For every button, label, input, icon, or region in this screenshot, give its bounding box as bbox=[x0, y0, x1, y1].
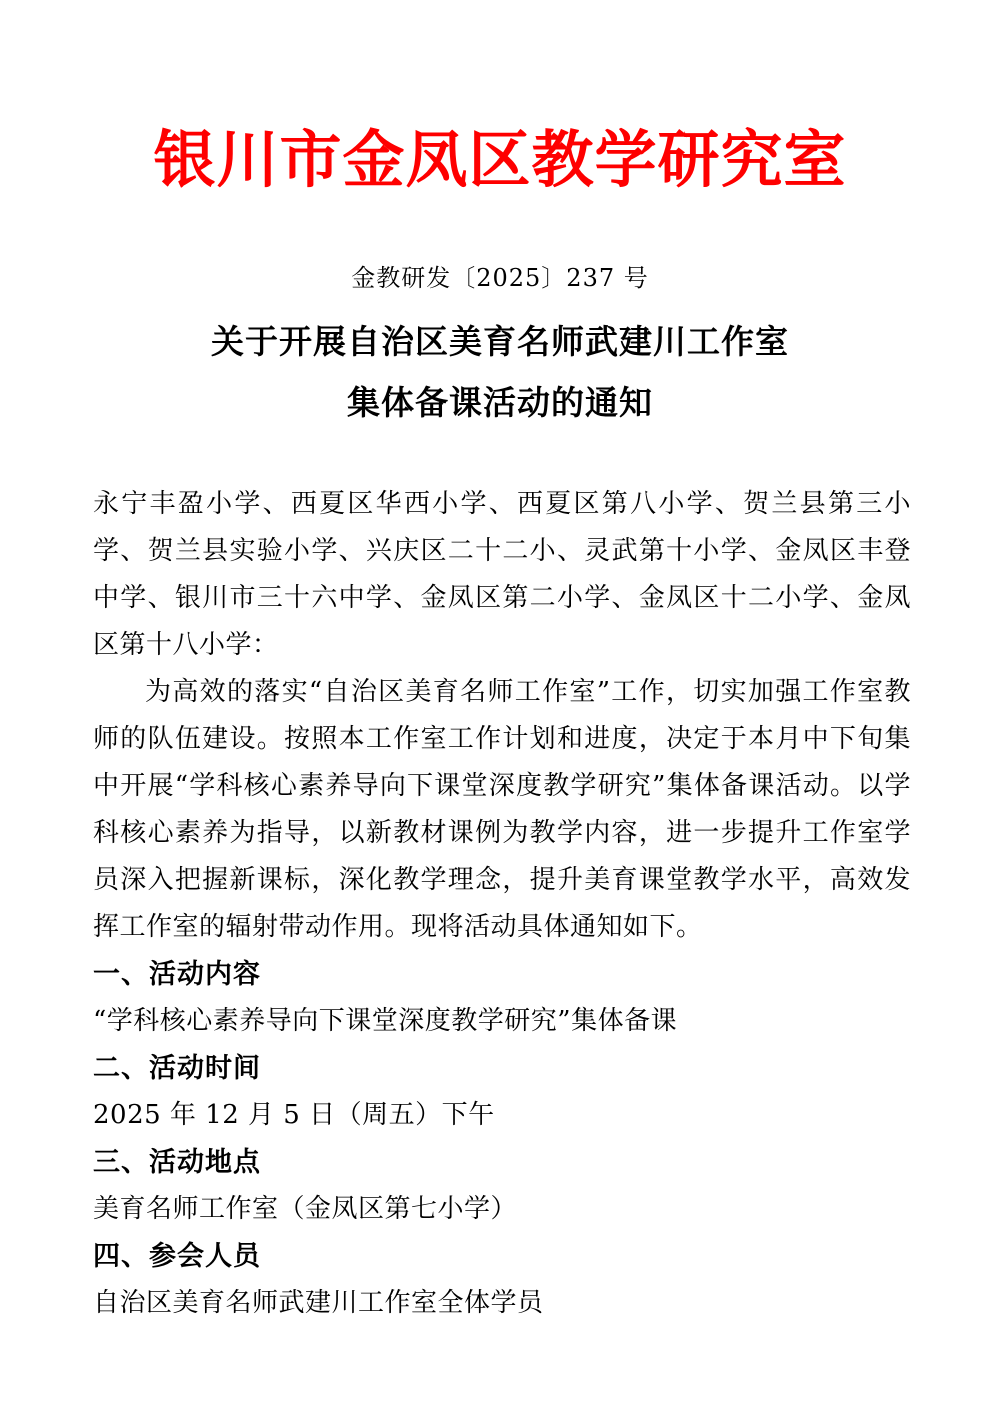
doc-number: 金教研发〔2025〕237 号 bbox=[351, 264, 649, 292]
section-3-heading: 三、活动地点 bbox=[93, 1147, 261, 1178]
section-4-heading: 四、参会人员 bbox=[93, 1241, 261, 1272]
org-title: 银川市金凤区教学研究室 bbox=[153, 123, 847, 196]
section-2-heading: 二、活动时间 bbox=[93, 1053, 261, 1084]
recipients-line: 永宁丰盈小学、西夏区华西小学、西夏区第八小学、贺兰县第三小学、贺兰县实验小学、兴庆区二十二小、灵武第十小学、金凤区丰登中学、银川市三十六中学、金凤区第二小学、金凤区十二小学、金凤区第十八小学： bbox=[93, 489, 911, 660]
section-1-heading: 一、活动内容 bbox=[93, 959, 261, 990]
document-body bbox=[93, 481, 911, 1327]
section-2-content: 2025 年 12 月 5 日（周五）下午 bbox=[93, 1100, 495, 1130]
section-3-content: 美育名师工作室（金凤区第七小学） bbox=[93, 1194, 518, 1224]
intro-paragraph: 为高效的落实“自治区美育名师工作室”工作，切实加强工作室教师的队伍建设。按照本工作室工作计划和进度，决定于本月中下旬集中开展“学科核心素养导向下课堂深度教学研究”集体备课活动。以学科核心素养为指导，以新教材课例为教学内容，进一步提升工作室学员深入把握新课标，深化教学理念，提升美育课堂教学水平，高效发挥工作室的辐射带动作用。现将活动具体通知如下。 bbox=[93, 677, 911, 942]
doc-title-line-2: 集体备课活动的通知 bbox=[347, 383, 653, 422]
section-4-content: 自治区美育名师武建川工作室全体学员 bbox=[93, 1288, 544, 1318]
section-1-content: “学科核心素养导向下课堂深度教学研究”集体备课 bbox=[93, 1006, 678, 1036]
doc-title bbox=[0, 311, 1000, 433]
doc-title-line-1: 关于开展自治区美育名师武建川工作室 bbox=[211, 322, 789, 361]
